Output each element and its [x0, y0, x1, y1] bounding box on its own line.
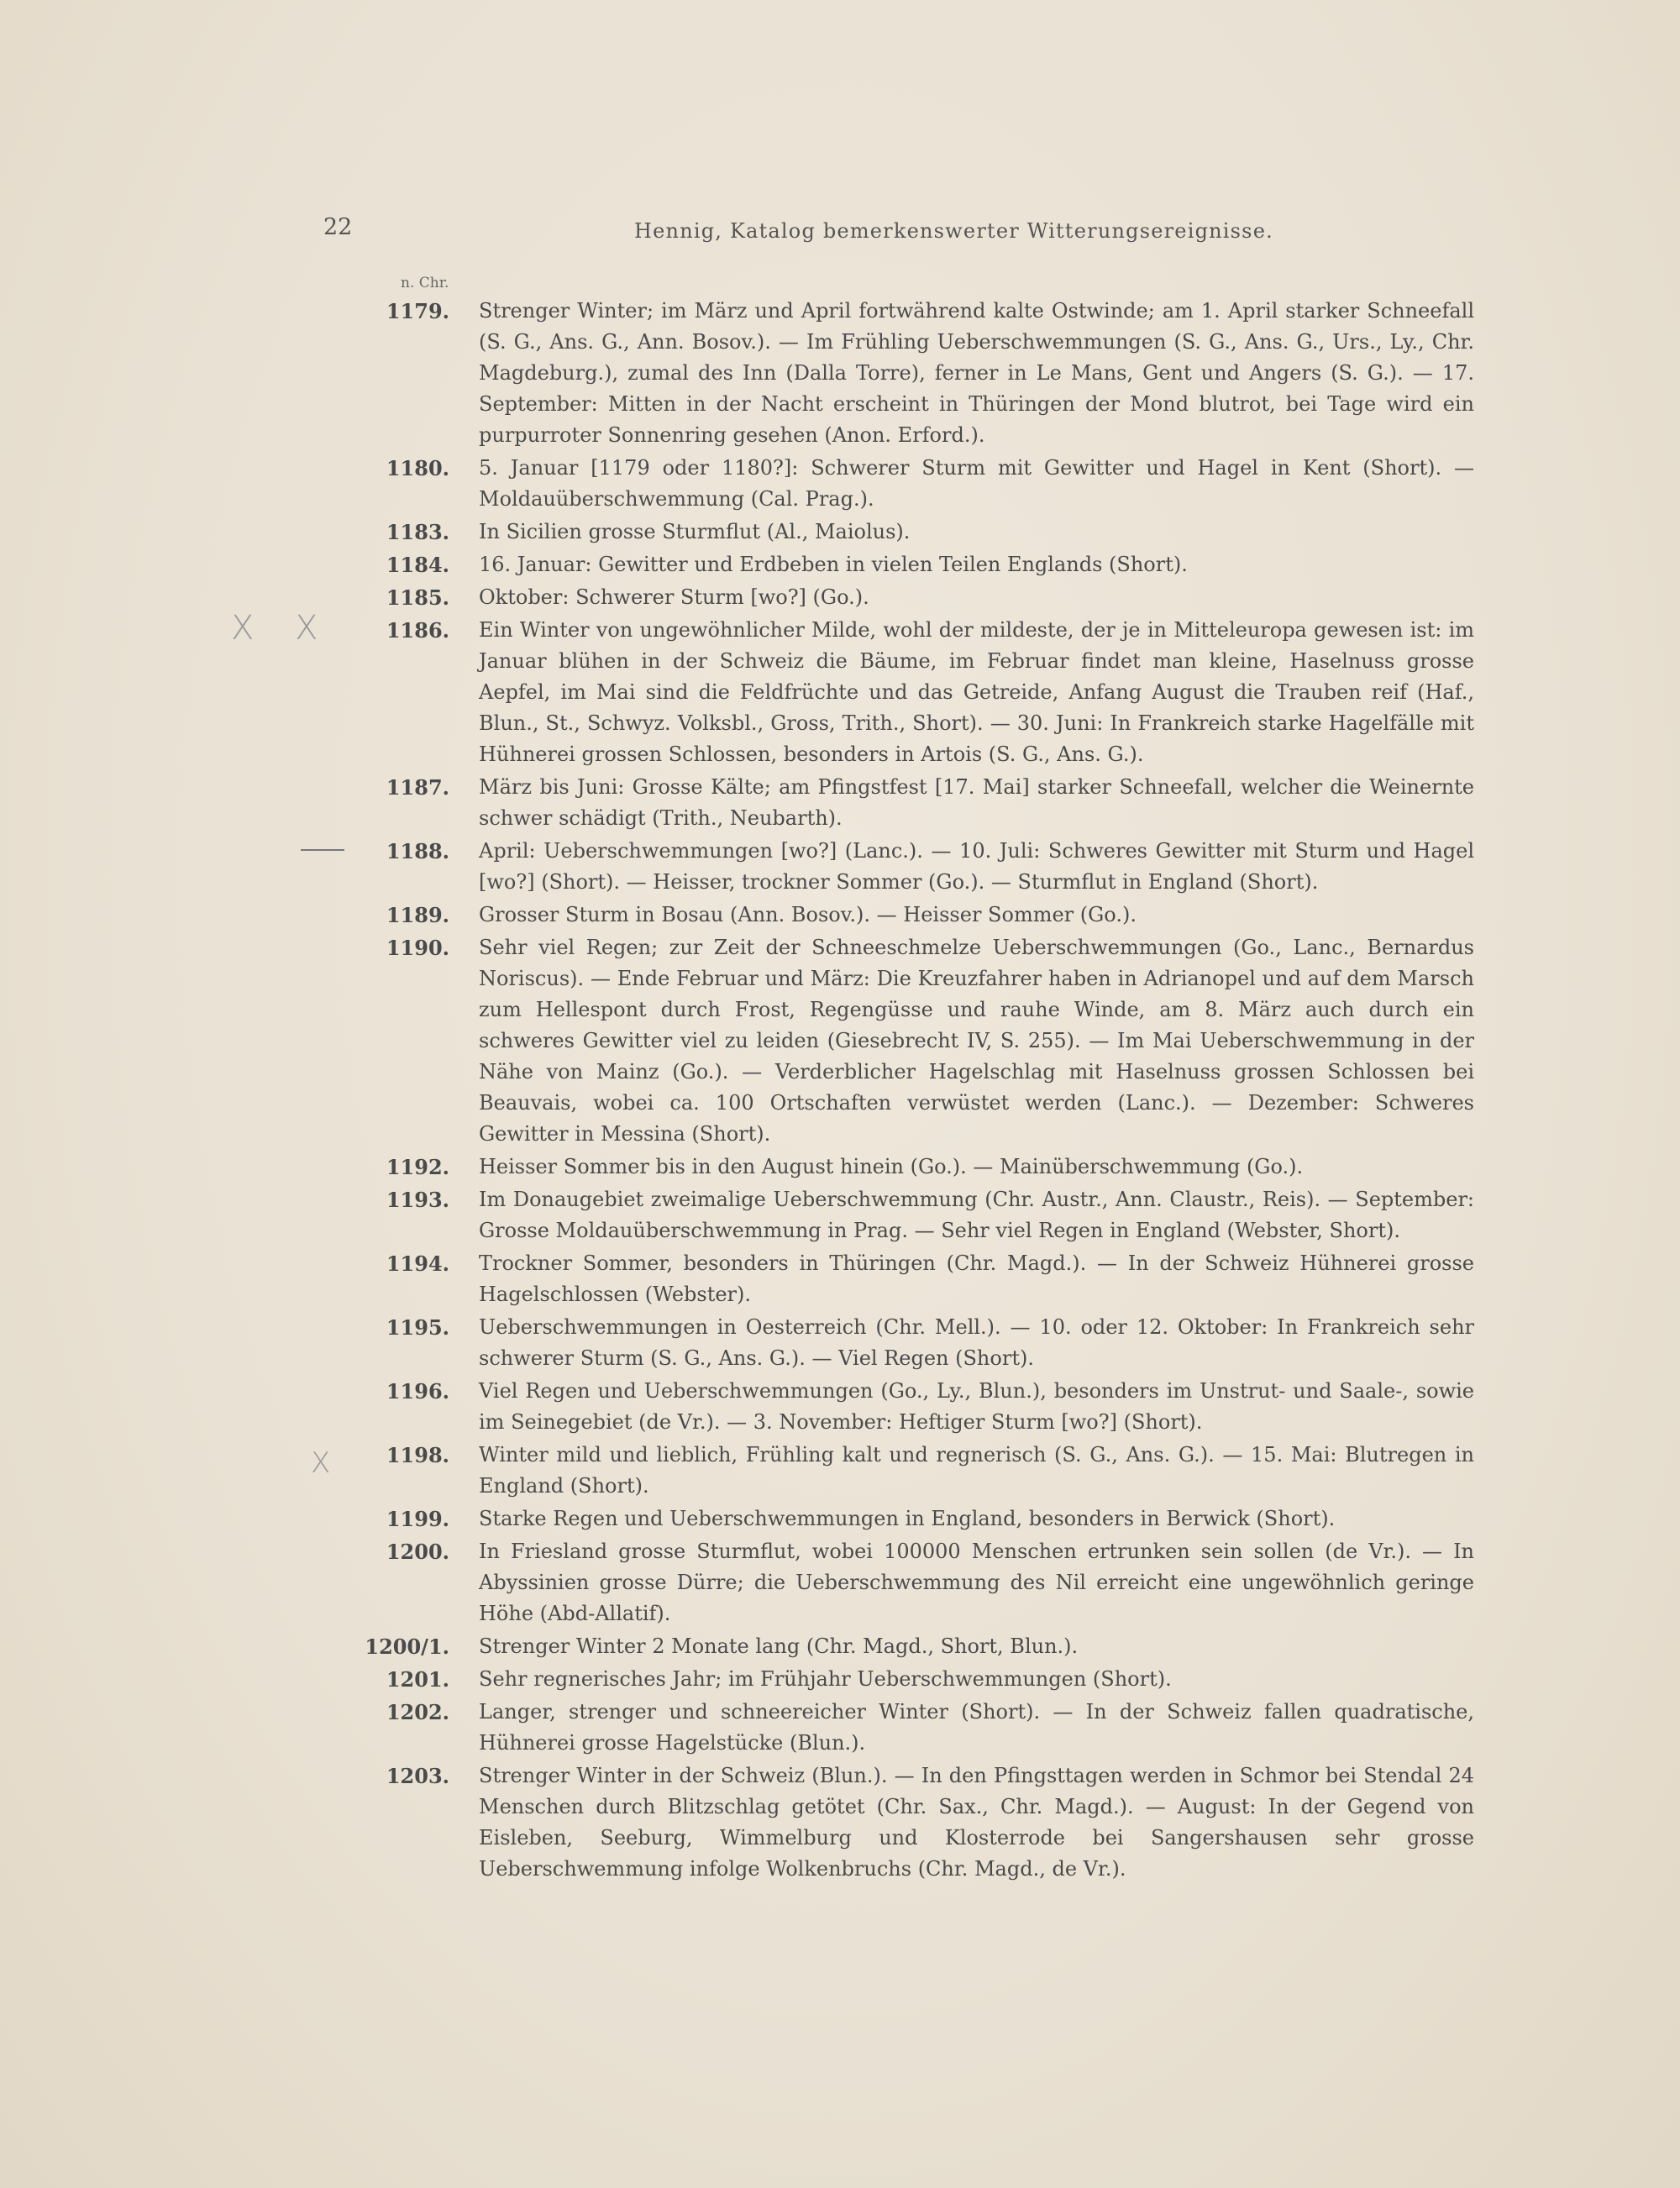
entry-1189	[336, 900, 1478, 931]
entry-1186	[336, 615, 1478, 770]
entry-year: 1203.	[386, 1764, 449, 1788]
entry-1198	[336, 1440, 1478, 1502]
entry-text: Ein Winter von ungewöhnlicher Milde, wohl der mildeste, der je in Mitteleuropa gewesen ist: im Januar blühen in der Schweiz die Bäume, im Februar findet man kleine, Haselnuss grosse Aepfel, im Mai sind die Feldfrüchte und das Getreide, Anfang August die Trauben reif (Haf., Blun., St., Schwyz. Volksbl., Gross, Trith., Short). — 30. Juni: In Frankreich starke Hagelfälle mit Hühnerei grossen Schlossen, besonders in Artois (S. G., Ans. G.).	[479, 618, 1474, 766]
entry-year: 1184.	[386, 553, 449, 577]
entry-1188	[336, 836, 1478, 898]
entry-text: Strenger Winter 2 Monate lang (Chr. Magd., Short, Blun.).	[479, 1634, 1079, 1658]
page-header	[323, 214, 1273, 248]
entry-year: 1202.	[386, 1700, 449, 1724]
era-label: n. Chr.	[401, 275, 449, 291]
entry-year: 1185.	[386, 585, 449, 610]
entry-1192	[336, 1152, 1478, 1183]
entry-year: 1199.	[386, 1507, 449, 1531]
entry-year: 1190.	[386, 936, 449, 960]
entry-list	[336, 296, 1478, 1886]
entry-text: Viel Regen und Ueberschwemmungen (Go., Ly., Blun.), besonders im Unstrut- und Saale-, sowie im Seinegebiet (de Vr.). — 3. November: Heftiger Sturm [wo?] (Short).	[479, 1379, 1474, 1434]
entry-text: März bis Juni: Grosse Kälte; am Pfingstfest [17. Mai] starker Schneefall, welcher die Weinernte schwer schädigt (Trith., Neubarth).	[479, 775, 1474, 830]
entry-year: 1194.	[386, 1251, 449, 1276]
entry-year: 1200.	[386, 1540, 449, 1564]
entry-1200-1	[336, 1631, 1478, 1662]
entry-1200	[336, 1536, 1478, 1629]
entry-1201	[336, 1664, 1478, 1695]
entry-1194	[336, 1248, 1478, 1310]
entry-1180	[336, 453, 1478, 515]
entry-1185	[336, 582, 1478, 613]
entry-year: 1195.	[386, 1315, 449, 1340]
entry-1190	[336, 932, 1478, 1150]
entry-text: Sehr viel Regen; zur Zeit der Schneeschmelze Ueberschwemmungen (Go., Lanc., Bernardus Noriscus). — Ende Februar und März: Die Kreuzfahrer haben in Adrianopel und auf dem Marsch zum Hellespont durch Frost, Regengüsse und rauhe Winde, am 8. März auch durch ein schweres Gewitter viel zu leiden (Giesebrecht IV, S. 255). — Im Mai Ueberschwemmung in der Nähe von Mainz (Go.). — Verderblicher Hagelschlag mit Haselnuss grossen Schlossen bei Beauvais, wobei ca. 100 Ortschaften verwüstet werden (Lanc.). — Dezember: Schweres Gewitter in Messina (Short).	[479, 936, 1474, 1146]
entry-year: 1183.	[386, 520, 449, 544]
entry-year: 1180.	[386, 456, 449, 480]
entry-year: 1189.	[386, 903, 449, 927]
entry-year: 1200/1.	[365, 1634, 449, 1659]
entry-1183	[336, 517, 1478, 548]
entry-text: 16. Januar: Gewitter und Erdbeben in vielen Teilen Englands (Short).	[479, 553, 1188, 576]
entry-text: Winter mild und lieblich, Frühling kalt und regnerisch (S. G., Ans. G.). — 15. Mai: Blutregen in England (Short).	[479, 1443, 1474, 1498]
entry-text: Heisser Sommer bis in den August hinein (Go.). — Mainüberschwemmung (Go.).	[479, 1155, 1304, 1178]
entry-text: Strenger Winter in der Schweiz (Blun.). — In den Pfingsttagen werden in Schmor bei Stendal 24 Menschen durch Blitzschlag getötet (Chr. Sax., Chr. Magd.). — August: In der Gegend von Eisleben, Seeburg, Wimmelburg und Klosterrode bei Sangershausen sehr grosse Ueberschwemmung infolge Wolkenbruchs (Chr. Magd., de Vr.).	[479, 1764, 1474, 1881]
entry-1199	[336, 1503, 1478, 1535]
entry-year: 1193.	[386, 1188, 449, 1212]
entry-year: 1198.	[386, 1443, 449, 1467]
entry-1202	[336, 1697, 1478, 1759]
entry-1187	[336, 772, 1478, 834]
entry-text: Grosser Sturm in Bosau (Ann. Bosov.). — Heisser Sommer (Go.).	[479, 903, 1137, 926]
entry-text: Ueberschwemmungen in Oesterreich (Chr. Mell.). — 10. oder 12. Oktober: In Frankreich sehr schwerer Sturm (S. G., Ans. G.). — Viel Regen (Short).	[479, 1315, 1474, 1370]
entry-text: Trockner Sommer, besonders in Thüringen (Chr. Magd.). — In der Schweiz Hühnerei grosse Hagelschlossen (Webster).	[479, 1251, 1474, 1306]
entry-1195	[336, 1312, 1478, 1374]
entry-text: Starke Regen und Ueberschwemmungen in England, besonders in Berwick (Short).	[479, 1507, 1336, 1530]
entry-text: Strenger Winter; im März und April fortwährend kalte Ostwinde; am 1. April starker Schneefall (S. G., Ans. G., Ann. Bosov.). — Im Frühling Ueberschwemmungen (S. G., Ans. G., Urs., Ly., Chr. Magdeburg.), zumal des Inn (Dalla Torre), ferner in Le Mans, Gent und Angers (S. G.). — 17. September: Mitten in der Nacht erscheint in Thüringen der Mond blutrot, bei Tage wird ein purpurroter Sonnenring gesehen (Anon. Erford.).	[479, 299, 1474, 447]
entry-year: 1196.	[386, 1379, 449, 1404]
entry-1184	[336, 549, 1478, 580]
entry-text: Langer, strenger und schneereicher Winter (Short). — In der Schweiz fallen quadratische, Hühnerei grosse Hagelstücke (Blun.).	[479, 1700, 1474, 1755]
entry-text: In Sicilien grosse Sturmflut (Al., Maiolus).	[479, 520, 911, 543]
entry-text: Oktober: Schwerer Sturm [wo?] (Go.).	[479, 585, 869, 609]
margin-mark-1186: X X	[231, 609, 333, 648]
entry-text: In Friesland grosse Sturmflut, wobei 100000 Menschen ertrunken sein sollen (de Vr.). — In Abyssinien grosse Dürre; die Ueberschwemmung des Nil erreicht eine ungewöhnlich geringe Höhe (Abd-Allatif).	[479, 1540, 1474, 1625]
entry-text: Sehr regnerisches Jahr; im Frühjahr Ueberschwemmungen (Short).	[479, 1667, 1172, 1691]
entry-text: 5. Januar [1179 oder 1180?]: Schwerer Sturm mit Gewitter und Hagel in Kent (Short). — Moldauüberschwemmung (Cal. Prag.).	[479, 456, 1474, 511]
page-number: 22	[323, 214, 353, 240]
entry-year: 1192.	[386, 1155, 449, 1179]
entry-text: Im Donaugebiet zweimalige Ueberschwemmung (Chr. Austr., Ann. Claustr., Reis). — September: Grosse Moldauüberschwemmung in Prag. — Sehr viel Regen in England (Webster, Short).	[479, 1188, 1474, 1242]
entry-1193	[336, 1184, 1478, 1246]
entry-year: 1188.	[386, 839, 449, 863]
entry-year: 1187.	[386, 775, 449, 800]
entry-year: 1186.	[386, 618, 449, 643]
entry-year: 1179.	[386, 299, 449, 323]
entry-1196	[336, 1376, 1478, 1438]
running-title: Hennig, Katalog bemerkenswerter Witterungsereignisse.	[634, 219, 1273, 243]
entry-1203	[336, 1760, 1478, 1885]
entry-year: 1201.	[386, 1667, 449, 1692]
entry-text: April: Ueberschwemmungen [wo?] (Lanc.). — 10. Juli: Schweres Gewitter mit Sturm und Hagel [wo?] (Short). — Heisser, trockner Sommer (Go.). — Sturmflut in England (Short).	[479, 839, 1474, 894]
margin-mark-1198: X	[311, 1446, 331, 1480]
entry-1179	[336, 296, 1478, 451]
